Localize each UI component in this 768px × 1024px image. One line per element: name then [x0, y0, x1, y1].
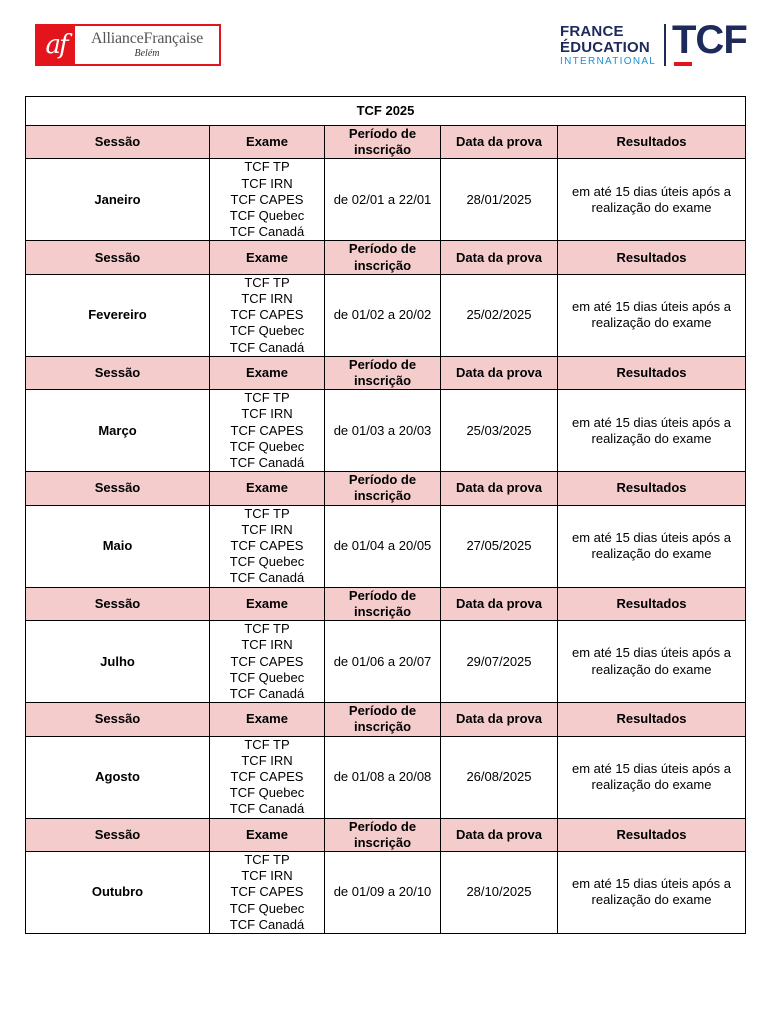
- header-exam: Exame: [210, 703, 325, 736]
- header-period: Período de inscrição: [325, 587, 441, 620]
- exam-item: TCF Canadá: [229, 916, 305, 932]
- results-cell: em até 15 dias úteis após a realização do exame: [558, 274, 746, 356]
- header-period: Período de inscrição: [325, 703, 441, 736]
- header-results: Resultados: [558, 241, 746, 274]
- exam-item: TCF CAPES: [230, 884, 304, 900]
- france-education-international-logo: [560, 24, 660, 70]
- date-cell: 27/05/2025: [441, 505, 558, 587]
- af-logo-text: [75, 26, 219, 64]
- header-results: Resultados: [558, 703, 746, 736]
- header-exam: Exame: [210, 126, 325, 159]
- af-logo-name: AllianceFrançaise: [90, 30, 204, 47]
- exam-cell: [210, 621, 325, 703]
- date-cell: 28/01/2025: [441, 159, 558, 241]
- logo-divider: [664, 24, 666, 66]
- header-results: Resultados: [558, 472, 746, 505]
- header-exam: Exame: [210, 587, 325, 620]
- header-exam: Exame: [210, 472, 325, 505]
- tcf-logo-underline: [674, 62, 692, 66]
- exam-cell: [210, 851, 325, 933]
- exam-item: TCF CAPES: [230, 307, 304, 323]
- exam-cell: [210, 274, 325, 356]
- table-header-row: [26, 356, 746, 389]
- exam-item: TCF CAPES: [230, 191, 304, 207]
- table-row: [26, 390, 746, 472]
- session-cell: Outubro: [26, 851, 210, 933]
- period-cell: de 01/06 a 20/07: [325, 621, 441, 703]
- header-results: Resultados: [558, 126, 746, 159]
- header-period: Período de inscrição: [325, 818, 441, 851]
- period-cell: de 02/01 a 22/01: [325, 159, 441, 241]
- exam-item: TCF TP: [244, 621, 290, 637]
- exam-item: TCF Quebec: [229, 554, 305, 570]
- af-logo-city: Belém: [134, 48, 160, 59]
- session-cell: Janeiro: [26, 159, 210, 241]
- header-period: Período de inscrição: [325, 356, 441, 389]
- table-header-row: [26, 472, 746, 505]
- header-period: Período de inscrição: [325, 126, 441, 159]
- exam-item: TCF Canadá: [229, 455, 305, 471]
- results-cell: em até 15 dias úteis após a realização do exame: [558, 159, 746, 241]
- date-cell: 28/10/2025: [441, 851, 558, 933]
- table-header-row: [26, 241, 746, 274]
- date-cell: 25/03/2025: [441, 390, 558, 472]
- header-date: Data da prova: [441, 818, 558, 851]
- exam-item: TCF TP: [244, 159, 290, 175]
- exam-item: TCF IRN: [241, 175, 293, 191]
- exam-item: TCF IRN: [241, 406, 293, 422]
- period-cell: de 01/04 a 20/05: [325, 505, 441, 587]
- exam-item: TCF CAPES: [230, 768, 304, 784]
- table-header-row: [26, 126, 746, 159]
- period-cell: de 01/08 a 20/08: [325, 736, 441, 818]
- fei-logo-line-1: FRANCE: [560, 23, 624, 40]
- header-date: Data da prova: [441, 587, 558, 620]
- fei-logo-line-3: INTERNATIONAL: [560, 56, 657, 67]
- period-cell: de 01/02 a 20/02: [325, 274, 441, 356]
- header-exam: Exame: [210, 818, 325, 851]
- results-cell: em até 15 dias úteis após a realização do exame: [558, 505, 746, 587]
- exam-item: TCF Quebec: [229, 208, 305, 224]
- exam-item: TCF IRN: [241, 637, 293, 653]
- exam-item: TCF IRN: [241, 291, 293, 307]
- exam-item: TCF Canadá: [229, 339, 305, 355]
- table-row: [26, 274, 746, 356]
- exam-item: TCF CAPES: [230, 538, 304, 554]
- date-cell: 26/08/2025: [441, 736, 558, 818]
- session-cell: Fevereiro: [26, 274, 210, 356]
- header-session: Sessão: [26, 356, 210, 389]
- exam-cell: [210, 390, 325, 472]
- table-row: [26, 621, 746, 703]
- session-cell: Maio: [26, 505, 210, 587]
- results-cell: em até 15 dias úteis após a realização do exame: [558, 736, 746, 818]
- results-cell: em até 15 dias úteis após a realização do exame: [558, 621, 746, 703]
- header-date: Data da prova: [441, 356, 558, 389]
- header-session: Sessão: [26, 241, 210, 274]
- header-date: Data da prova: [441, 126, 558, 159]
- exam-item: TCF Quebec: [229, 669, 305, 685]
- exam-item: TCF Canadá: [229, 224, 305, 240]
- header-period: Período de inscrição: [325, 241, 441, 274]
- exam-item: TCF Canadá: [229, 801, 305, 817]
- exam-item: TCF CAPES: [230, 653, 304, 669]
- exam-item: TCF IRN: [241, 752, 293, 768]
- session-cell: Agosto: [26, 736, 210, 818]
- table-header-row: [26, 703, 746, 736]
- exam-item: TCF CAPES: [230, 422, 304, 438]
- exam-item: TCF Canadá: [229, 570, 305, 586]
- page-header: [0, 0, 768, 90]
- af-mark-icon: af: [37, 26, 75, 64]
- table-row: [26, 736, 746, 818]
- table-title: TCF 2025: [26, 97, 746, 126]
- results-cell: em até 15 dias úteis após a realização do exame: [558, 851, 746, 933]
- header-date: Data da prova: [441, 703, 558, 736]
- exam-cell: [210, 159, 325, 241]
- exam-item: TCF Quebec: [229, 785, 305, 801]
- exam-item: TCF IRN: [241, 868, 293, 884]
- exam-item: TCF Quebec: [229, 438, 305, 454]
- table-row: [26, 159, 746, 241]
- date-cell: 29/07/2025: [441, 621, 558, 703]
- header-session: Sessão: [26, 472, 210, 505]
- header-exam: Exame: [210, 241, 325, 274]
- header-session: Sessão: [26, 703, 210, 736]
- tcf-logo: [672, 18, 752, 68]
- exam-item: TCF Canadá: [229, 685, 305, 701]
- fei-logo-line-2: ÉDUCATION: [560, 39, 650, 56]
- exam-item: TCF Quebec: [229, 900, 305, 916]
- alliance-francaise-logo: [35, 24, 221, 66]
- header-results: Resultados: [558, 356, 746, 389]
- table-row: [26, 505, 746, 587]
- table-row: [26, 851, 746, 933]
- header-period: Período de inscrição: [325, 472, 441, 505]
- period-cell: de 01/03 a 20/03: [325, 390, 441, 472]
- exam-cell: [210, 736, 325, 818]
- exam-item: TCF IRN: [241, 521, 293, 537]
- header-results: Resultados: [558, 818, 746, 851]
- header-results: Resultados: [558, 587, 746, 620]
- tcf-schedule-table: [25, 96, 746, 934]
- session-cell: Julho: [26, 621, 210, 703]
- table-title-row: [26, 97, 746, 126]
- header-session: Sessão: [26, 126, 210, 159]
- exam-item: TCF TP: [244, 851, 290, 867]
- header-date: Data da prova: [441, 472, 558, 505]
- exam-cell: [210, 505, 325, 587]
- exam-item: TCF TP: [244, 390, 290, 406]
- exam-item: TCF Quebec: [229, 323, 305, 339]
- period-cell: de 01/09 a 20/10: [325, 851, 441, 933]
- header-session: Sessão: [26, 587, 210, 620]
- exam-item: TCF TP: [244, 505, 290, 521]
- session-cell: Março: [26, 390, 210, 472]
- table-header-row: [26, 818, 746, 851]
- header-date: Data da prova: [441, 241, 558, 274]
- tcf-logo-text: TCF: [672, 18, 747, 62]
- header-exam: Exame: [210, 356, 325, 389]
- table-header-row: [26, 587, 746, 620]
- exam-item: TCF TP: [244, 274, 290, 290]
- date-cell: 25/02/2025: [441, 274, 558, 356]
- results-cell: em até 15 dias úteis após a realização do exame: [558, 390, 746, 472]
- header-session: Sessão: [26, 818, 210, 851]
- exam-item: TCF TP: [244, 736, 290, 752]
